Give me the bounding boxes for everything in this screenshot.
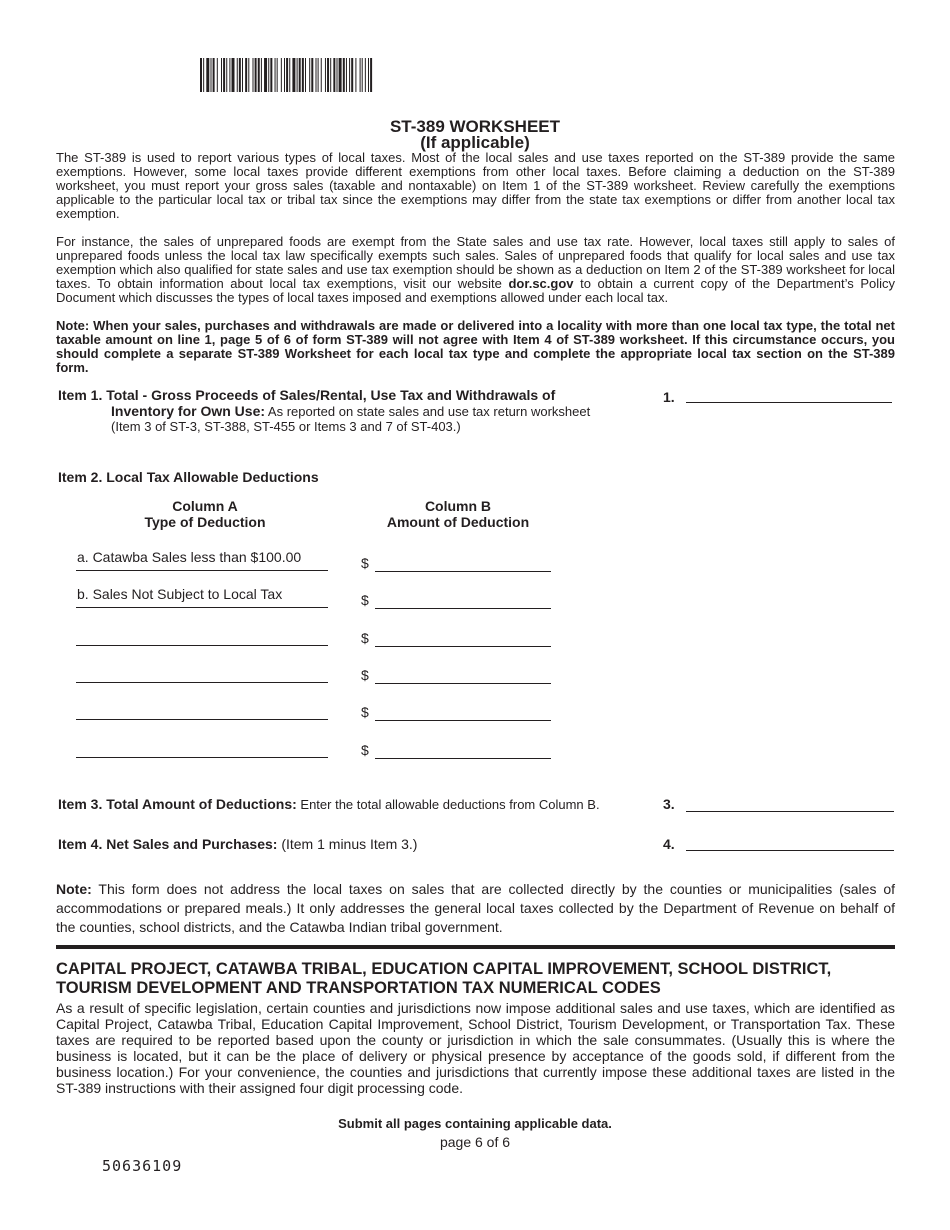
item4-number: 4. bbox=[663, 836, 675, 852]
column-a-title: Column A bbox=[172, 498, 238, 514]
deduction-amount-field[interactable] bbox=[375, 683, 551, 684]
note-paragraph: Note: When your sales, purchases and withdrawals are made or delivered into a locality with more than one local tax type, the total net taxable amount on line 1, page 5 of 6 of form ST-389 will not agree with Item 4 of ST-389 worksheet. If this circumstance occurs, you should complete a separate ST-389 Worksheet for each local tax type and complete the appropriate local tax section on the ST-389 form. bbox=[56, 318, 895, 375]
item1-number: 1. bbox=[663, 389, 675, 405]
barcode-image bbox=[200, 58, 468, 92]
section-body: As a result of specific legislation, certain counties and jurisdictions now impose additional sales and use taxes, which are identified as Capital Project, Catawba Tribal, Education Capital Improvement, School District, Tourism Development, or Transportation Tax. These taxes are required to be reported based upon the county or jurisdiction in which the sale consummates. (Usually this is where the business is located, but it can be the place of delivery or physical presence by acceptance of the goods sold, if different from the business location.) For your convenience, the counties and jurisdictions that currently impose these additional taxes are listed in the ST-389 instructions with their assigned four digit processing code. bbox=[56, 1000, 895, 1096]
deduction-type-field[interactable] bbox=[76, 682, 328, 683]
dollar-sign: $ bbox=[361, 630, 369, 646]
section-divider bbox=[56, 945, 895, 949]
item2-heading: Item 2. Local Tax Allowable Deductions bbox=[58, 469, 319, 485]
item1-description: Inventory for Own Use: As reported on state sales and use tax return worksheet bbox=[111, 403, 591, 419]
page-subtitle: (If applicable) bbox=[420, 133, 530, 152]
item3-label: Item 3. Total Amount of Deductions: Enter the total allowable deductions from Column B. bbox=[58, 796, 600, 812]
item1-reference: (Item 3 of ST-3, ST-388, ST-455 or Items 3 and 7 of ST-403.) bbox=[111, 419, 461, 434]
deduction-type-field[interactable] bbox=[76, 757, 328, 758]
item3-amount-field[interactable] bbox=[686, 811, 894, 812]
item3-number: 3. bbox=[663, 796, 675, 812]
deduction-amount-field[interactable] bbox=[375, 646, 551, 647]
item4-amount-field[interactable] bbox=[686, 850, 894, 851]
column-b-subtitle: Amount of Deduction bbox=[386, 514, 530, 530]
dollar-sign: $ bbox=[361, 742, 369, 758]
form-code: 50636109 bbox=[102, 1157, 183, 1175]
deduction-type-label: b. Sales Not Subject to Local Tax bbox=[77, 586, 283, 602]
deduction-amount-field[interactable] bbox=[375, 758, 551, 759]
dollar-sign: $ bbox=[361, 555, 369, 571]
website-link[interactable]: dor.sc.gov bbox=[508, 276, 574, 291]
deduction-amount-field[interactable] bbox=[375, 571, 551, 572]
dollar-sign: $ bbox=[361, 704, 369, 720]
column-a-subtitle: Type of Deduction bbox=[144, 514, 266, 530]
dollar-sign: $ bbox=[361, 667, 369, 683]
section-heading: CAPITAL PROJECT, CATAWBA TRIBAL, EDUCATION CAPITAL IMPROVEMENT, SCHOOL DISTRICT, TOURISM DEVELOPMENT AND TRANSPORTATION TAX NUMERICAL CODES bbox=[56, 960, 832, 997]
page-title: ST-389 WORKSHEET bbox=[389, 117, 561, 136]
column-b-title: Column B bbox=[424, 498, 492, 514]
deduction-type-field[interactable] bbox=[76, 645, 328, 646]
page-number: page 6 of 6 bbox=[439, 1134, 511, 1150]
item4-label: Item 4. Net Sales and Purchases: (Item 1 minus Item 3.) bbox=[58, 836, 418, 852]
note2-paragraph: Note: This form does not address the local taxes on sales that are collected directly by the counties or municipalities (sales of accommodations or prepared meals.) It only addresses the general local taxes collected by the Department of Revenue on behalf of the counties, school districts, and the Catawba Indian tribal government. bbox=[56, 881, 895, 935]
dollar-sign: $ bbox=[361, 592, 369, 608]
intro-paragraph-1: The ST-389 is used to report various types of local taxes. Most of the local sales and use taxes reported on the ST-389 provide the same exemptions. However, some local taxes provide different exemptions from other local taxes. Before claiming a deduction on the ST-389 worksheet, you must report your gross sales (taxable and nontaxable) on Item 1 of the ST-389 worksheet. Review carefully the exemptions applicable to the particular local tax or tribal tax since the exemptions may differ from the state tax exemptions or differ from another local tax exemption. bbox=[56, 150, 895, 221]
deduction-amount-field[interactable] bbox=[375, 720, 551, 721]
item1-heading: Item 1. Total - Gross Proceeds of Sales/Rental, Use Tax and Withdrawals of bbox=[58, 387, 556, 403]
submit-instruction: Submit all pages containing applicable data. bbox=[338, 1116, 612, 1131]
deduction-type-label: a. Catawba Sales less than $100.00 bbox=[77, 549, 302, 565]
item1-amount-field[interactable] bbox=[686, 402, 892, 403]
deduction-type-field[interactable] bbox=[76, 719, 328, 720]
deduction-amount-field[interactable] bbox=[375, 608, 551, 609]
deduction-type-field[interactable] bbox=[76, 570, 328, 571]
intro-paragraph-2: For instance, the sales of unprepared foods are exempt from the State sales and use tax rate. However, local taxes still apply to sales of unprepared foods unless the local tax law specifically exempts such sales. Sales of unprepared foods that qualify for local sales and use tax exemption which also qualified for state sales and use tax exemption should be shown as a deduction on Item 2 of the ST-389 worksheet for local taxes. To obtain information about local tax exemptions, visit our website dor.sc.gov to obtain a current copy of the Department’s Policy Document which discusses the types of local taxes imposed and exemptions allowed under each local tax. bbox=[56, 234, 895, 305]
deduction-type-field[interactable] bbox=[76, 607, 328, 608]
